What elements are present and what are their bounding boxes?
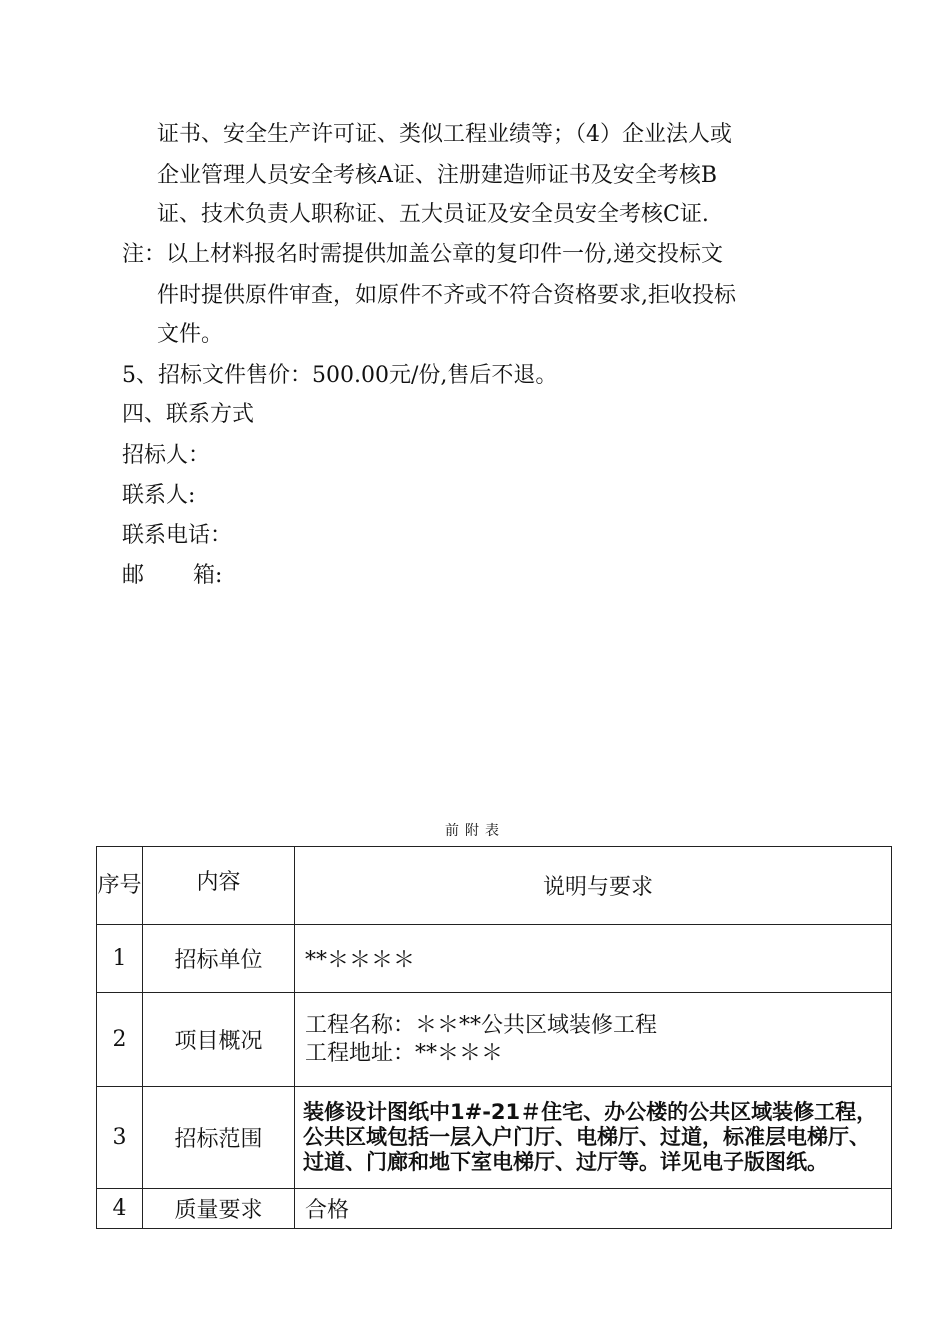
table-caption: 前附表 xyxy=(445,823,505,839)
note-line: 注：以上材料报名时需提供加盖公章的复印件一份,递交投标文 xyxy=(122,242,723,267)
attachment-table xyxy=(96,846,892,1229)
section-heading: 四、联系方式 xyxy=(122,402,255,427)
header-desc: 说明与要求 xyxy=(295,847,892,925)
contact-person: 联系人: xyxy=(122,483,196,508)
paragraph-line: 企业管理人员安全考核A证、注册建造师证书及安全考核B xyxy=(157,163,718,188)
project-address: 工程地址：**＊＊＊ xyxy=(305,1040,504,1066)
header-item: 内容 xyxy=(143,847,295,925)
row-num: 1 xyxy=(97,925,143,993)
header-num: 序号 xyxy=(97,847,143,925)
row-num: 4 xyxy=(97,1189,143,1229)
note-line: 文件。 xyxy=(157,322,224,347)
row-desc: 合格 xyxy=(295,1189,892,1229)
contact-phone: 联系电话： xyxy=(122,523,233,548)
row-item: 招标单位 xyxy=(143,925,295,993)
contact-email: 邮 箱: xyxy=(122,563,223,588)
table-row xyxy=(97,993,892,1087)
row-desc: 装修设计图纸中1#-21＃住宅、办公楼的公共区域装修工程，公共区域包括一层入户门厅、电梯厅、过道，标准层电梯厅、过道、门廊和地下室电梯厅、过厅等。详见电子版图纸。 xyxy=(295,1087,892,1189)
row-num: 3 xyxy=(97,1087,143,1189)
paragraph-line: 证书、安全生产许可证、类似工程业绩等；（4）企业法人或 xyxy=(157,122,732,147)
price-line: 5、招标文件售价：500.00元/份,售后不退。 xyxy=(122,363,558,388)
table-header-row xyxy=(97,847,892,925)
row-item: 招标范围 xyxy=(143,1087,295,1189)
row-item: 项目概况 xyxy=(143,993,295,1087)
row-desc xyxy=(295,993,892,1087)
row-desc: **＊＊＊＊ xyxy=(295,925,892,993)
paragraph-line: 证、技术负责人职称证、五大员证及安全员安全考核C证. xyxy=(157,202,709,227)
row-num: 2 xyxy=(97,993,143,1087)
contact-tenderer: 招标人： xyxy=(122,443,211,468)
table-row xyxy=(97,1189,892,1229)
note-line: 件时提供原件审查，如原件不齐或不符合资格要求,拒收投标 xyxy=(157,283,736,308)
table-row xyxy=(97,925,892,993)
project-name: 工程名称：＊＊**公共区域装修工程 xyxy=(305,1012,658,1038)
table-row xyxy=(97,1087,892,1189)
row-item: 质量要求 xyxy=(143,1189,295,1229)
